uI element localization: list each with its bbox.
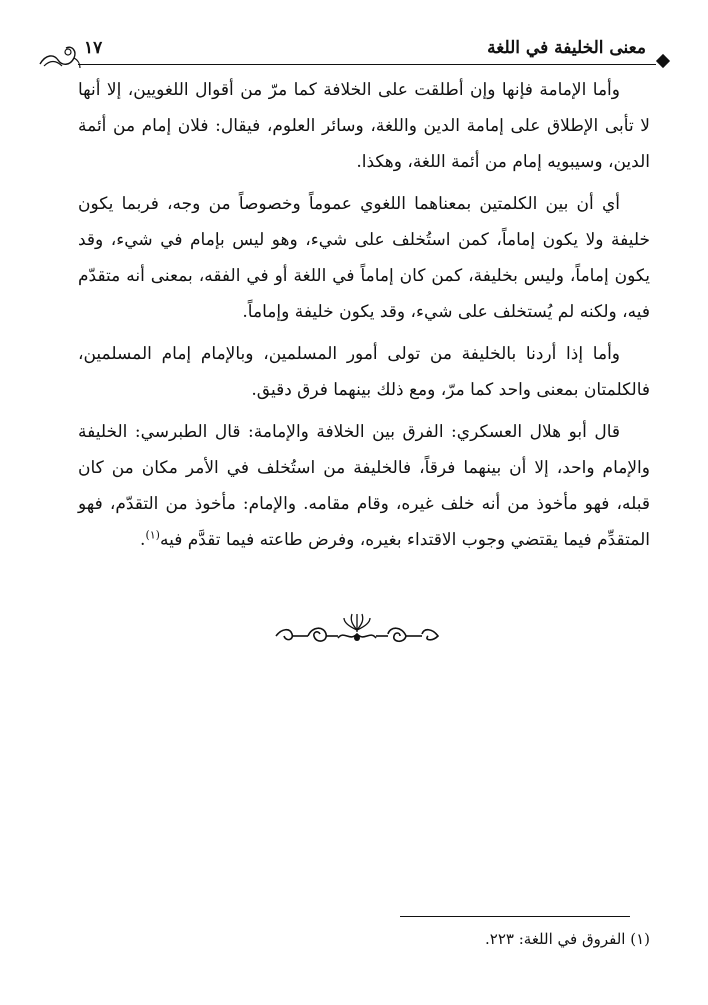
paragraph-end-punctuation: . xyxy=(140,530,146,550)
corner-flourish-icon xyxy=(38,40,82,70)
footnote: (١) الفروق في اللغة: ٢٢٣. xyxy=(485,930,650,948)
section-divider-ornament-icon xyxy=(272,608,442,654)
running-title: معنى الخليفة في اللغة xyxy=(487,38,646,58)
paragraph: وأما الإمامة فإنها وإن أطلقت على الخلافة كما مرّ من أقوال اللغويين، إلا أنها لا تأبى الإطلاق على إمامة الدين واللغة، وسائر العلوم، فيقال: فلان إمام من أئمة الدين، وسيبويه إمام من أئمة اللغة، وهكذا. xyxy=(78,80,650,172)
page-header xyxy=(38,34,668,66)
main-text xyxy=(78,72,650,564)
paragraph xyxy=(78,414,650,558)
header-rule xyxy=(78,64,656,65)
paragraph: أي أن بين الكلمتين بمعناهما اللغوي عموماً وخصوصاً من وجه، فربما يكون خليفة ولا يكون إماماً، كمن استُخلف على شيء، وهو ليس بإمام في شيء، وقد يكون إماماً، وليس بخليفة، كمن كان إماماً في اللغة أو في الفقه، بمعنى أنه متقدّم فيه، ولكنه لم يُستخلف على شيء، وقد يكون خليفة وإماماً. xyxy=(78,194,650,322)
paragraph-text: قال أبو هلال العسكري: الفرق بين الخلافة والإمامة: قال الطبرسي: الخليفة والإمام واحد، إلا أن بينهما فرقاً، فالخليفة من استُخلف في الأمر مكان من كان قبله، فهو مأخوذ من أنه خلف غيره، وقام مقامه. والإمام: مأخوذ من التقدّم، فهو المتقدِّم فيما يقتضي وجوب الاقتداء بغيره، وفرض طاعته فيما تقدَّم فيه xyxy=(78,422,650,550)
diamond-ornament-icon xyxy=(656,54,670,68)
footnote-separator xyxy=(400,916,630,917)
paragraph: وأما إذا أردنا بالخليفة من تولى أمور المسلمين، وبالإمام إمام المسلمين، فالكلمتان بمعنى واحد كما مرّ، ومع ذلك بينهما فرق دقيق. xyxy=(78,344,650,400)
footnote-reference[interactable]: (١) xyxy=(145,528,160,542)
page-number: ١٧ xyxy=(84,38,103,58)
